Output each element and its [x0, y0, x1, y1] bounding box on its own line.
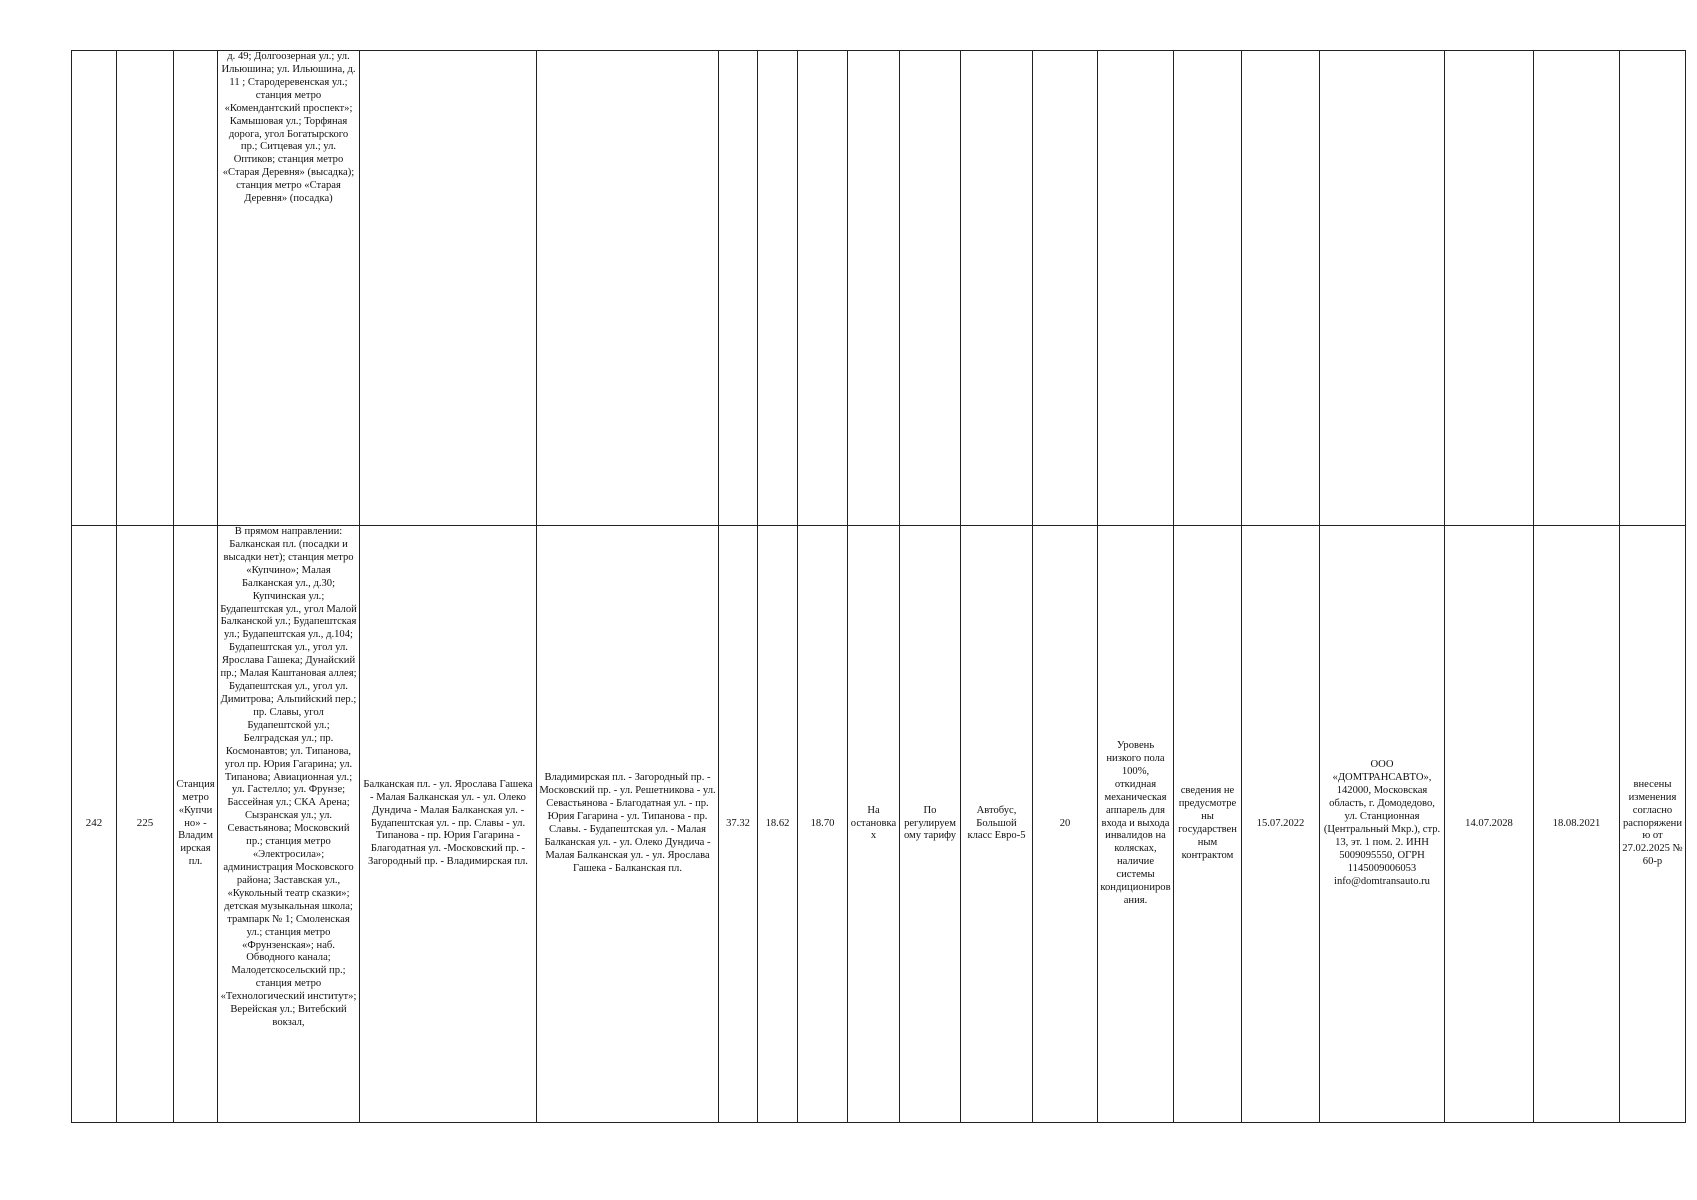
length-value-cell: 18.70 [798, 526, 848, 1123]
cell-empty [1445, 51, 1534, 526]
table-row [72, 51, 1686, 526]
length-backward-cell: 18.62 [758, 526, 798, 1123]
cell-empty [798, 51, 848, 526]
cell-empty [1320, 51, 1445, 526]
tariff-cell: По регулируемому тарифу [900, 526, 961, 1123]
cell-empty [1098, 51, 1174, 526]
routes-register-table [71, 50, 1686, 1123]
characteristics-cell: Уровень низкого пола 100%, откидная механическая аппарель для входа и выхода инвалидов на колясках, наличие системы кондиционирования. [1098, 526, 1174, 1123]
cell-empty [117, 51, 174, 526]
changes-cell: внесены изменения согласно распоряжению от 27.02.2025 № 60-р [1620, 526, 1686, 1123]
contract-cell: сведения не предусмотрены государственным контрактом [1174, 526, 1242, 1123]
end-date-cell: 14.07.2028 [1445, 526, 1534, 1123]
cell-empty [1242, 51, 1320, 526]
cell-empty [537, 51, 719, 526]
cell-empty [961, 51, 1033, 526]
reg-number-cell: 242 [72, 526, 117, 1123]
cell-empty [360, 51, 537, 526]
stops-cell: В прямом направлении: Балканская пл. (посадки и высадки нет); станция метро «Купчино»; Малая Балканская ул., д.30; Купчинская ул.; Будапештская ул., угол Малой Балканской ул.; Будапештская ул.; Будапештская ул., д.104; Будапештская ул., угол ул. Ярослава Гашека; Дунайский пр.; Малая Каштановая аллея; Будапештская ул., угол ул. Димитрова; Альпийский пер.; пр. Славы, угол Будапештской ул.; Белградская ул.; пр. Космонавтов; ул. Типанова, угол пр. Юрия Гагарина; ул. Типанова; Авиационная ул.; ул. Гастелло; ул. Фрунзе; Бассейная ул.; СКА Арена; Сызранская ул.; ул. Севастьянова; Московский пр.; станция метро «Электросила»; администрация Московского района; Заставская ул., «Кукольный театр сказки»; детская музыкальная школа; трампарк № 1; Смоленская ул.; станция метро «Фрунзенская»; наб. Обводного канала; Малодетскосельский пр.; станция метро «Технологический институт»; Верейская ул.; Витебский вокзал, [218, 526, 360, 1123]
stops-cell-continued: д. 49; Долгоозерная ул.; ул. Ильюшина; ул. Ильюшина, д. 11 ; Стародеревенская ул.; станция метро «Комендантский проспект»; Камышовая ул.; Торфяная дорога, угол Богатырского пр.; Ситцевая ул.; ул. Оптиков; станция метро «Старая Деревня» (высадка); станция метро «Старая Деревня» (посадка) [218, 51, 360, 526]
cell-empty [1033, 51, 1098, 526]
cell-empty [174, 51, 218, 526]
cell-empty [1174, 51, 1242, 526]
route-number-cell: 225 [117, 526, 174, 1123]
cell-empty [848, 51, 900, 526]
carrier-cell: ООО «ДОМТРАНСАВТО», 142000, Московская область, г. Домодедово, ул. Станционная (Центральный Мкр.), стр. 13, эт. 1 пом. 2. ИНН 5009095550, ОГРН 1145009006053 info@domtransauto.ru [1320, 526, 1445, 1123]
vehicle-count-cell: 20 [1033, 526, 1098, 1123]
cell-empty [900, 51, 961, 526]
route-name-cell: Станция метро «Купчино» - Владимирская пл. [174, 526, 218, 1123]
length-forward-cell: 37.32 [719, 526, 758, 1123]
streets-forward-cell: Балканская пл. - ул. Ярослава Гашека - Малая Балканская ул. - ул. Олеко Дундича - Малая Балканская ул. - Будапештская ул. - пр. Славы - ул. Типанова - пр. Юрия Гагарина - Благодатная ул. -Московский пр. - Загородный пр. - Владимирская пл. [360, 526, 537, 1123]
stop-order-cell: На остановках [848, 526, 900, 1123]
cell-empty [719, 51, 758, 526]
cell-empty [758, 51, 798, 526]
cell-empty [1534, 51, 1620, 526]
table-row [72, 526, 1686, 1123]
cell-empty [1620, 51, 1686, 526]
vehicle-cell: Автобус, Большой класс Евро-5 [961, 526, 1033, 1123]
cell-empty [72, 51, 117, 526]
start-date-cell: 15.07.2022 [1242, 526, 1320, 1123]
streets-backward-cell: Владимирская пл. - Загородный пр. - Московский пр. - ул. Решетникова - ул. Севастьянова - Благодатная ул. - пр. Юрия Гагарина - ул. Типанова - пр. Славы. - Будапештская ул. - Малая Балканская ул. - ул. Олеко Дундича - Малая Балканская ул. - ул. Ярослава Гашека - Балканская пл. [537, 526, 719, 1123]
reg-date-cell: 18.08.2021 [1534, 526, 1620, 1123]
